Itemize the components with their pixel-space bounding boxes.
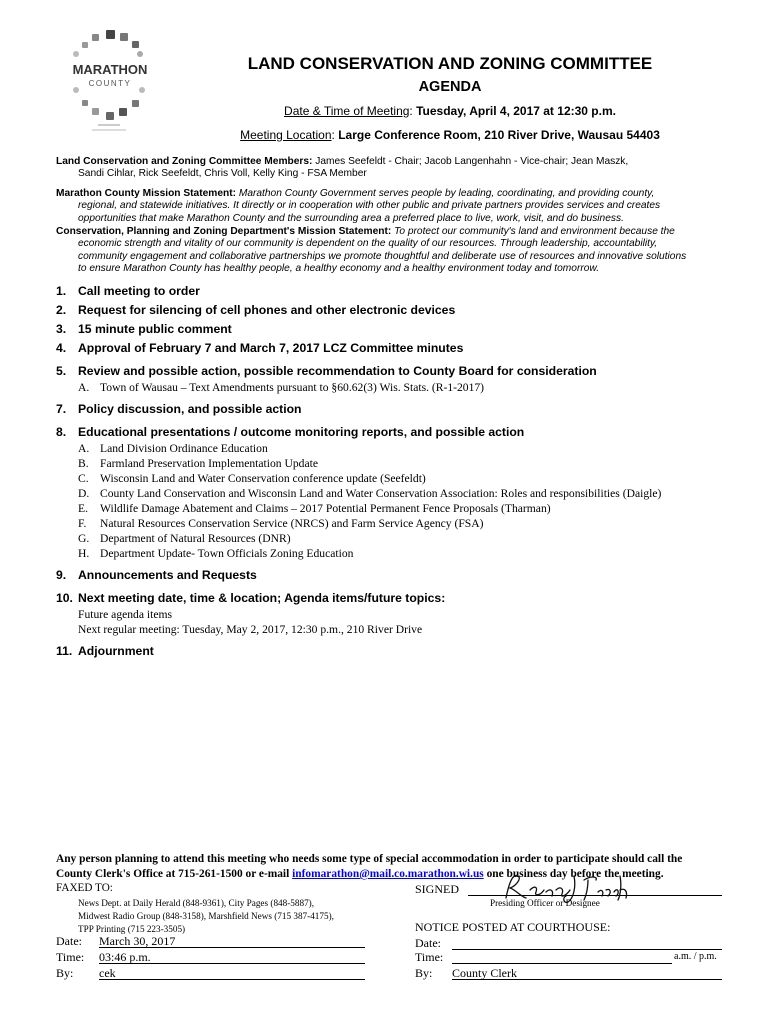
by-field <box>99 966 365 980</box>
dept-mission-label: Conservation, Planning and Zoning Department's Mission Statement: <box>56 226 392 237</box>
posted-date-field <box>452 936 722 950</box>
agenda-subitem-text: County Land Conservation and Wisconsin Land and Water Conservation Association: Roles and responsibilities (Daigle) <box>100 487 662 500</box>
agenda-subitem-text: Natural Resources Conservation Service (NRCS) and Farm Service Agency (FSA) <box>100 517 484 530</box>
posted-by-value: County Clerk <box>452 966 517 980</box>
agenda-item-4: 4. Approval of February 7 and March 7, 2017 LCZ Committee minutes <box>56 341 464 355</box>
notice-posted-label: NOTICE POSTED AT COURTHOUSE: <box>415 920 611 934</box>
agenda-item-text: Call meeting to order <box>78 284 200 298</box>
meeting-date-value: Tuesday, April 4, 2017 at 12:30 p.m. <box>416 104 616 118</box>
agenda-item-2: 2. Request for silencing of cell phones and other electronic devices <box>56 303 456 317</box>
date-field <box>99 934 365 948</box>
page-title: LAND CONSERVATION AND ZONING COMMITTEE <box>247 54 653 73</box>
dept-mission-line-2: economic strength and vitality of our community is dependent on the quality of our resources. Through leadership, accountability, <box>78 238 658 250</box>
meeting-location-value: Large Conference Room, 210 River Drive, Wausau 54403 <box>338 128 660 142</box>
county-mission-statement <box>56 188 728 225</box>
agenda-subitem-text: Farmland Preservation Implementation Update <box>100 457 318 470</box>
fax-line: Midwest Radio Group (848-3158), Marshfield News (715 387-4175), <box>78 911 334 921</box>
agenda-subitem-text: Town of Wausau – Text Amendments pursuant to §60.62(3) Wis. Stats. (R-1-2017) <box>100 381 485 394</box>
agenda-item-text: Educational presentations / outcome monitoring reports, and possible action <box>78 425 525 439</box>
agenda-item-9: 9. Announcements and Requests <box>56 568 257 582</box>
agenda-item-text: Announcements and Requests <box>78 568 257 582</box>
dept-mission-line-4: to ensure Marathon County has healthy people, a healthy economy and a healthy environment today and tomorrow. <box>78 263 600 275</box>
presiding-officer-caption: Presiding Officer or Designee <box>490 898 600 908</box>
time-value: 03:46 p.m. <box>99 950 151 964</box>
date-value: March 30, 2017 <box>99 934 176 948</box>
agenda-item-1: 1. Call meeting to order <box>56 284 200 298</box>
agenda-subitem: D. County Land Conservation and Wisconsin Land and Water Conservation Association: Roles and responsibilities (Daigle) <box>78 487 662 500</box>
county-mission-line-1: Marathon County Government serves people by leading, coordinating, and providing county, <box>238 188 655 199</box>
logo-text-bottom: COUNTY <box>88 79 132 88</box>
agenda-item-10: 10. Next meeting date, time & location; Agenda items/future topics: <box>56 591 446 605</box>
agenda-subitem-text: Wildlife Damage Abatement and Claims – 2017 Potential Permanent Fence Proposals (Tharman) <box>100 502 551 515</box>
agenda-subitem: G. Department of Natural Resources (DNR) <box>78 532 291 545</box>
agenda-item-11: 11. Adjournment <box>56 644 154 658</box>
posted-by-label: By: <box>415 966 433 980</box>
agenda-subitem-text: Wisconsin Land and Water Conservation conference update (Seefeldt) <box>100 472 426 485</box>
agenda-subitem-text: Land Division Ordinance Education <box>100 442 268 455</box>
agenda-subitem: E. Wildlife Damage Abatement and Claims – 2017 Potential Permanent Fence Proposals (Tharman) <box>78 502 551 515</box>
agenda-subitem: Future agenda items <box>78 608 173 621</box>
agenda-subitem: C. Wisconsin Land and Water Conservation conference update (Seefeldt) <box>78 472 426 485</box>
am-pm-label: a.m. / p.m. <box>674 951 717 962</box>
dept-mission-line-1: To protect our community's land and environment because the <box>394 226 675 237</box>
agenda-item-3: 3. 15 minute public comment <box>56 322 232 336</box>
county-mission-line-2: regional, and statewide initiatives. It directly or in cooperation with other public and private partners provides services and creates <box>78 200 661 212</box>
agenda-subitem-text: Department Update- Town Officials Zoning Education <box>100 547 354 560</box>
agenda-item-text: 15 minute public comment <box>78 322 232 336</box>
agenda-item-8: 8. Educational presentations / outcome monitoring reports, and possible action <box>56 425 525 439</box>
posted-time-label: Time: <box>415 950 444 964</box>
notice-line-2b: one business day before the meeting. <box>486 868 664 880</box>
fax-line: TPP Printing (715 223-3505) <box>78 924 186 934</box>
fax-line: News Dept. at Daily Herald (848-9361), City Pages (848-5887), <box>78 898 315 908</box>
agenda-item-text: Request for silencing of cell phones and other electronic devices <box>78 303 456 317</box>
agenda-item-text: Approval of February 7 and March 7, 2017 LCZ Committee minutes <box>78 341 464 355</box>
by-label: By: <box>56 966 74 980</box>
date-label: Date: <box>56 934 82 948</box>
members-line-2: Sandi Cihlar, Rick Seefeldt, Chris Voll, Kelly King - FSA Member <box>78 168 367 180</box>
signed-label: SIGNED <box>415 882 459 896</box>
page-subtitle: AGENDA <box>418 79 482 95</box>
agenda-item-text: Next meeting date, time & location; Agenda items/future topics: <box>78 591 446 605</box>
agenda-subitem: B. Farmland Preservation Implementation Update <box>78 457 318 470</box>
committee-members <box>56 156 728 181</box>
clerk-email-link[interactable]: infomarathon@mail.co.marathon.wi.us <box>292 868 484 880</box>
agenda-list <box>56 284 756 663</box>
county-mission-line-3: opportunities that make Marathon County and the surrounding area a preferred place to live, work, visit, and do business. <box>78 212 624 224</box>
agenda-subitem: A. Land Division Ordinance Education <box>78 442 268 455</box>
meeting-location: Meeting Location: Large Conference Room, 210 River Drive, Wausau 54403 <box>240 128 660 142</box>
agenda-subitem: H. Department Update- Town Officials Zoning Education <box>78 547 354 560</box>
fax-recipients <box>78 897 398 936</box>
agenda-subitem: F. Natural Resources Conservation Service (NRCS) and Farm Service Agency (FSA) <box>78 517 484 530</box>
posted-date-label: Date: <box>415 936 441 950</box>
logo-text-top: MARATHON <box>72 62 148 77</box>
meeting-date: Date & Time of Meeting: Tuesday, April 4, 2017 at 12:30 p.m. <box>284 104 616 118</box>
agenda-item-text: Policy discussion, and possible action <box>78 402 302 416</box>
dept-mission-line-3: community engagement and collaborative partnerships we promote thoughtful and deliberate use of resources and innovative solutions <box>78 250 687 262</box>
agenda-item-7: 7. Policy discussion, and possible action <box>56 402 302 416</box>
faxed-to-label: FAXED TO: <box>56 882 113 894</box>
members-line-1: James Seefeldt - Chair; Jacob Langenhahn - Vice-chair; Jean Maszk, <box>315 156 629 167</box>
posted-by-field <box>452 966 722 980</box>
department-mission-statement <box>56 226 728 276</box>
time-label: Time: <box>56 950 85 964</box>
agenda-subitem: A. Town of Wausau – Text Amendments pursuant to §60.62(3) Wis. Stats. (R-1-2017) <box>78 381 485 394</box>
agenda-subitem-text: Department of Natural Resources (DNR) <box>100 532 291 545</box>
meeting-date-label: Date & Time of Meeting <box>284 104 410 118</box>
members-label: Land Conservation and Zoning Committee Members: <box>56 156 313 167</box>
agenda-item-text: Review and possible action, possible recommendation to County Board for consideration <box>78 364 597 378</box>
time-field <box>99 950 365 964</box>
posted-time-field <box>452 950 672 964</box>
notice-line-2: County Clerk's Office at 715-261-1500 or e-mail <box>56 868 290 880</box>
agenda-item-text: Adjournment <box>78 644 154 658</box>
by-value: cek <box>99 966 116 980</box>
agenda-subitem: Next regular meeting: Tuesday, May 2, 2017, 12:30 p.m., 210 River Drive <box>78 623 423 636</box>
notice-line-1: Any person planning to attend this meeting who needs some type of special accommodation in order to participate should call the <box>56 853 683 865</box>
meeting-location-label: Meeting Location <box>240 128 332 142</box>
county-mission-label: Marathon County Mission Statement: <box>56 188 236 199</box>
agenda-item-5: 5. Review and possible action, possible recommendation to County Board for consideration <box>56 364 597 378</box>
